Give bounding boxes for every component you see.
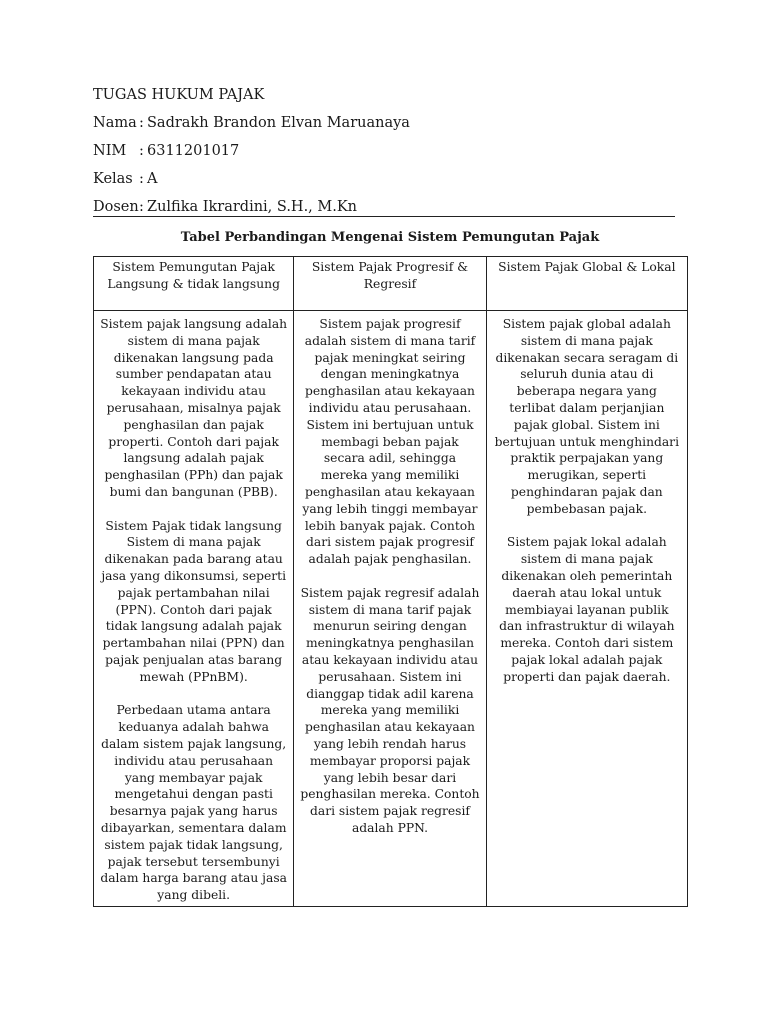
paragraph-pajak-regresif: Sistem pajak regresif adalah sistem di mana tarif pajak menurun seiring dengan meningkatnya penghasilan atau kekayaan individu atau perusahaan. Sistem ini dianggap tidak adil karena mereka yang memiliki penghasilan atau kekayaan yang lebih rendah harus membayar proporsi pajak yang lebih besar dari penghasilan mereka. Contoh dari sistem pajak regresif adalah PPN. — [300, 585, 480, 835]
info-row-kelas — [93, 168, 675, 196]
info-separator: : — [139, 143, 144, 159]
info-label: Nama — [93, 115, 137, 131]
info-separator: : — [139, 115, 144, 131]
class-value: A — [147, 171, 158, 187]
paragraph-pajak-global: Sistem pajak global adalah sistem di mana pajak dikenakan secara seragam di seluruh dunia atau di beberapa negara yang terlibat dalam perjanjian pajak global. Sistem ini bertujuan untuk menghindari praktik perpajakan yang merugikan, seperti penghindaran pajak dan pembebasan pajak. — [494, 317, 679, 516]
info-label: Kelas — [93, 171, 133, 187]
paragraph-pajak-progresif: Sistem pajak progresif adalah sistem di mana tarif pajak meningkat seiring dengan meningkatnya penghasilan atau kekayaan individu atau perusahaan. Sistem ini bertujuan untuk membagi beban pajak secara adil, sehingga mereka yang memiliki penghasilan atau kekayaan yang lebih tinggi membayar lebih banyak pajak. Contoh dari sistem pajak progresif adalah pajak penghasilan. — [302, 317, 478, 567]
info-row-nama — [93, 112, 675, 140]
info-label: NIM — [93, 143, 127, 159]
header-divider — [93, 216, 675, 217]
header-cell-progresif: Sistem Pajak Progresif & Regresif — [294, 257, 486, 311]
student-id: 6311201017 — [147, 143, 240, 159]
header-cell-langsung: Sistem Pemungutan Pajak Langsung & tidak langsung — [94, 257, 294, 311]
info-label: Dosen — [93, 199, 139, 215]
student-name: Sadrakh Brandon Elvan Maruanaya — [147, 115, 410, 131]
document-header — [93, 84, 675, 224]
info-row-dosen — [93, 196, 675, 224]
info-row-nim — [93, 140, 675, 168]
document-title: TUGAS HUKUM PAJAK — [93, 87, 265, 103]
cell-langsung — [94, 311, 294, 907]
paragraph-pajak-tidak-langsung: Sistem Pajak tidak langsung Sistem di mana pajak dikenakan pada barang atau jasa yang dikonsumsi, seperti pajak pertambahan nilai (PPN). Contoh dari pajak tidak langsung adalah pajak pertambahan nilai (PPN) dan pajak penjualan atas barang mewah (PPnBM). — [101, 518, 287, 684]
paragraph-pajak-langsung: Sistem pajak langsung adalah sistem di mana pajak dikenakan langsung pada sumber pendapatan atau kekayaan individu atau perusahaan, misalnya pajak penghasilan dan pajak properti. Contoh dari pajak langsung adalah pajak penghasilan (PPh) dan pajak bumi dan bangunan (PBB). — [100, 317, 288, 499]
comparison-table — [93, 256, 688, 907]
table-caption: Tabel Perbandingan Mengenai Sistem Pemungutan Pajak — [180, 230, 600, 245]
table-header-row — [94, 257, 688, 311]
table-row — [94, 311, 688, 907]
info-separator: : — [139, 171, 144, 187]
paragraph-perbedaan: Perbedaan utama antara keduanya adalah bahwa dalam sistem pajak langsung, individu atau perusahaan yang membayar pajak mengetahui dengan pasti besarnya pajak yang harus dibayarkan, sementara dalam sistem pajak tidak langsung, pajak tersebut tersembunyi dalam harga barang atau jasa yang dibeli. — [100, 703, 287, 903]
info-separator: : — [139, 199, 144, 215]
lecturer-name: Zulfika Ikrardini, S.H., M.Kn — [147, 199, 358, 215]
cell-global — [486, 311, 687, 907]
header-cell-global: Sistem Pajak Global & Lokal — [486, 257, 687, 311]
cell-progresif — [294, 311, 486, 907]
paragraph-pajak-lokal: Sistem pajak lokal adalah sistem di mana pajak dikenakan oleh pemerintah daerah atau lokal untuk membiayai layanan publik dan infrastruktur di wilayah mereka. Contoh dari sistem pajak lokal adalah pajak properti dan pajak daerah. — [499, 535, 675, 684]
